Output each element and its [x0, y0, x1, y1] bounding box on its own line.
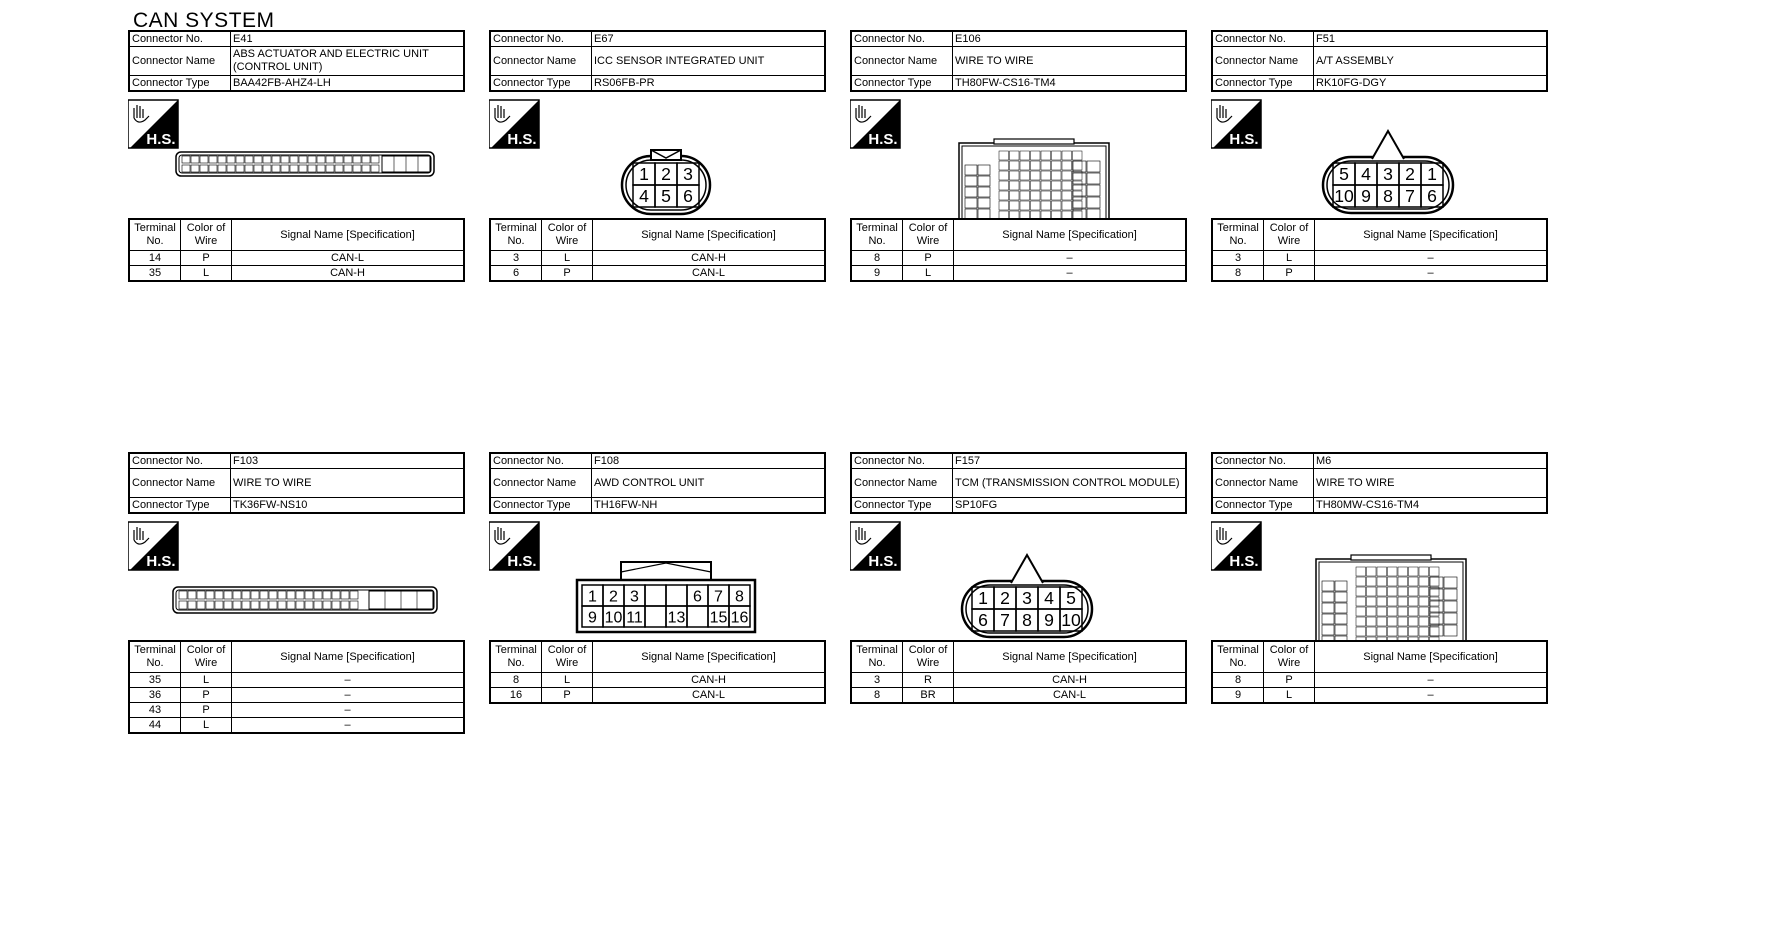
connector-type-value: TH80FW-CS16-TM4 — [953, 76, 1187, 92]
connector-name-value: WIRE TO WIRE — [953, 47, 1187, 76]
connector-info-table — [489, 30, 826, 92]
signal-name-cell: – — [954, 251, 1187, 266]
pin-label: 10 — [1334, 186, 1354, 207]
connector-panel-m6 — [1211, 452, 1548, 701]
table-row — [129, 703, 464, 718]
connector-face-diagram — [489, 94, 826, 220]
hs-label: H.S. — [868, 131, 898, 148]
color-of-wire-header: Color of Wire — [181, 219, 232, 251]
wire-color-cell: P — [181, 251, 232, 266]
terminal-no-header: Terminal No. — [129, 219, 181, 251]
terminal-no-cell: 3 — [490, 251, 542, 266]
connector-name-value: AWD CONTROL UNIT — [592, 469, 826, 498]
signal-name-cell: – — [232, 718, 465, 734]
pin-label: 10 — [1061, 610, 1081, 631]
signal-name-cell: – — [954, 266, 1187, 282]
hs-label: H.S. — [146, 131, 176, 148]
signal-name-cell: – — [232, 703, 465, 718]
pin-label: 6 — [1427, 186, 1437, 207]
terminal-no-cell: 8 — [1212, 673, 1264, 688]
connector-no-value: E67 — [592, 31, 826, 47]
pin-label: 2 — [1000, 588, 1010, 609]
table-row — [490, 251, 825, 266]
connector-face-diagram — [128, 94, 465, 220]
pin-label: 9 — [588, 609, 597, 627]
connector-face — [622, 150, 710, 214]
connector-name-label: Connector Name — [490, 469, 592, 498]
pin-label: 8 — [735, 588, 744, 606]
terminal-table — [489, 640, 826, 704]
connector-no-value: E41 — [231, 31, 465, 47]
connector-name-value: WIRE TO WIRE — [1314, 469, 1548, 498]
terminal-no-header: Terminal No. — [490, 641, 542, 673]
pin-label: 1 — [588, 588, 597, 606]
connector-name-value: A/T ASSEMBLY — [1314, 47, 1548, 76]
table-row — [851, 251, 1186, 266]
pin-label: 5 — [1339, 164, 1349, 185]
pin-label: 8 — [1022, 610, 1032, 631]
connector-face — [176, 152, 434, 176]
connector-type-value: RK10FG-DGY — [1314, 76, 1548, 92]
connector-no-label: Connector No. — [129, 453, 231, 469]
hs-badge — [850, 100, 900, 148]
terminal-no-cell: 8 — [851, 688, 903, 704]
connector-face-diagram — [489, 516, 826, 642]
table-row — [490, 673, 825, 688]
connector-name-label: Connector Name — [851, 469, 953, 498]
wire-color-cell: P — [542, 688, 593, 704]
terminal-table — [489, 218, 826, 282]
pin-label: 8 — [1383, 186, 1393, 207]
connector-name-label: Connector Name — [851, 47, 953, 76]
connector-face-diagram — [1211, 516, 1548, 642]
table-row — [129, 688, 464, 703]
hs-label: H.S. — [868, 553, 898, 570]
signal-name-header: Signal Name [Specification] — [1315, 219, 1548, 251]
table-row — [1212, 688, 1547, 704]
pin-label: 3 — [683, 164, 693, 185]
color-of-wire-header: Color of Wire — [542, 219, 593, 251]
terminal-no-cell: 36 — [129, 688, 181, 703]
signal-name-cell: CAN-H — [593, 673, 826, 688]
connector-no-value: E106 — [953, 31, 1187, 47]
connector-no-label: Connector No. — [851, 453, 953, 469]
connector-info-table — [850, 452, 1187, 514]
connector-name-label: Connector Name — [129, 469, 231, 498]
color-of-wire-header: Color of Wire — [903, 641, 954, 673]
terminal-no-header: Terminal No. — [1212, 219, 1264, 251]
pin-label: 1 — [639, 164, 649, 185]
pin-label: 9 — [1361, 186, 1371, 207]
table-row — [129, 673, 464, 688]
signal-name-cell: – — [1315, 688, 1548, 704]
table-row — [1212, 673, 1547, 688]
terminal-no-cell: 35 — [129, 266, 181, 282]
hs-badge — [489, 522, 539, 570]
connector-face-diagram — [128, 516, 465, 642]
terminal-no-cell: 43 — [129, 703, 181, 718]
pin-label: 4 — [1044, 588, 1054, 609]
connector-type-value: TK36FW-NS10 — [231, 498, 465, 514]
connector-name-value: WIRE TO WIRE — [231, 469, 465, 498]
terminal-no-cell: 8 — [851, 251, 903, 266]
wire-color-cell: L — [181, 718, 232, 734]
connector-no-value: F108 — [592, 453, 826, 469]
connector-type-value: TH80MW-CS16-TM4 — [1314, 498, 1548, 514]
pin-label: 2 — [661, 164, 671, 185]
pin-label: 9 — [1044, 610, 1054, 631]
pin-label: 16 — [730, 609, 749, 627]
connector-panel-f108 — [489, 452, 826, 701]
connector-type-label: Connector Type — [490, 498, 592, 514]
connector-info-table — [850, 30, 1187, 92]
terminal-no-cell: 8 — [1212, 266, 1264, 282]
connector-type-label: Connector Type — [129, 498, 231, 514]
signal-name-header: Signal Name [Specification] — [593, 641, 826, 673]
pin-label: 7 — [714, 588, 723, 606]
terminal-no-cell: 16 — [490, 688, 542, 704]
connector-no-value: F51 — [1314, 31, 1548, 47]
signal-name-cell: CAN-H — [232, 266, 465, 282]
connector-face — [1316, 555, 1466, 642]
connector-face — [1323, 131, 1453, 213]
signal-name-cell: CAN-L — [232, 251, 465, 266]
terminal-no-header: Terminal No. — [129, 641, 181, 673]
connector-no-label: Connector No. — [851, 31, 953, 47]
wire-color-cell: P — [1264, 673, 1315, 688]
terminal-no-header: Terminal No. — [851, 219, 903, 251]
connector-face — [962, 555, 1092, 637]
signal-name-header: Signal Name [Specification] — [1315, 641, 1548, 673]
wire-color-cell: P — [1264, 266, 1315, 282]
connector-type-label: Connector Type — [851, 498, 953, 514]
connector-type-label: Connector Type — [490, 76, 592, 92]
table-row — [1212, 266, 1547, 282]
pin-label: 13 — [667, 609, 686, 627]
terminal-no-cell: 3 — [1212, 251, 1264, 266]
pin-label: 7 — [1000, 610, 1010, 631]
signal-name-cell: CAN-L — [593, 266, 826, 282]
connector-name-label: Connector Name — [129, 47, 231, 76]
connector-type-label: Connector Type — [129, 76, 231, 92]
signal-name-cell: – — [232, 673, 465, 688]
signal-name-cell: CAN-L — [954, 688, 1187, 704]
terminal-table — [850, 640, 1187, 704]
connector-no-label: Connector No. — [129, 31, 231, 47]
connector-face-diagram — [850, 516, 1187, 642]
signal-name-header: Signal Name [Specification] — [593, 219, 826, 251]
page-title: CAN SYSTEM — [133, 9, 275, 32]
connector-face — [577, 562, 755, 632]
signal-name-header: Signal Name [Specification] — [232, 219, 465, 251]
pin-label: 15 — [709, 609, 728, 627]
hs-label: H.S. — [507, 553, 537, 570]
connector-panel-f157 — [850, 452, 1187, 701]
hs-label: H.S. — [1229, 131, 1259, 148]
pin-label: 1 — [1427, 164, 1437, 185]
pin-label: 11 — [626, 609, 643, 627]
signal-name-header: Signal Name [Specification] — [232, 641, 465, 673]
wire-color-cell: L — [181, 673, 232, 688]
signal-name-cell: – — [1315, 266, 1548, 282]
wire-color-cell: L — [1264, 688, 1315, 704]
connector-face-diagram — [850, 94, 1187, 220]
signal-name-cell: CAN-L — [593, 688, 826, 704]
table-row — [129, 266, 464, 282]
connector-info-table — [1211, 30, 1548, 92]
signal-name-cell: CAN-H — [954, 673, 1187, 688]
connector-no-label: Connector No. — [1212, 31, 1314, 47]
terminal-no-header: Terminal No. — [490, 219, 542, 251]
pin-label: 1 — [978, 588, 988, 609]
pin-label: 3 — [1383, 164, 1393, 185]
connector-no-label: Connector No. — [490, 453, 592, 469]
pin-label: 10 — [604, 609, 623, 627]
connector-name-label: Connector Name — [1212, 47, 1314, 76]
color-of-wire-header: Color of Wire — [1264, 641, 1315, 673]
wire-color-cell: P — [903, 251, 954, 266]
color-of-wire-header: Color of Wire — [181, 641, 232, 673]
table-row — [851, 673, 1186, 688]
hs-label: H.S. — [146, 553, 176, 570]
table-row — [851, 266, 1186, 282]
connector-info-table — [128, 30, 465, 92]
terminal-no-cell: 9 — [1212, 688, 1264, 704]
pin-label: 4 — [1361, 164, 1371, 185]
terminal-no-cell: 14 — [129, 251, 181, 266]
pin-label: 3 — [630, 588, 639, 606]
connector-name-value: TCM (TRANSMISSION CONTROL MODULE) — [953, 469, 1187, 498]
terminal-no-cell: 44 — [129, 718, 181, 734]
table-row — [490, 688, 825, 704]
connector-name-label: Connector Name — [490, 47, 592, 76]
wire-color-cell: L — [542, 251, 593, 266]
connector-info-table — [1211, 452, 1548, 514]
terminal-table — [128, 218, 465, 282]
table-row — [490, 266, 825, 282]
wire-color-cell: P — [542, 266, 593, 282]
connector-no-value: F103 — [231, 453, 465, 469]
pin-label: 5 — [1066, 588, 1076, 609]
pin-label: 5 — [661, 186, 671, 207]
connector-no-label: Connector No. — [1212, 453, 1314, 469]
wire-color-cell: L — [542, 673, 593, 688]
hs-badge — [128, 522, 178, 570]
wire-color-cell: BR — [903, 688, 954, 704]
connector-panel-f103 — [128, 452, 465, 731]
connector-type-label: Connector Type — [1212, 76, 1314, 92]
pin-label: 4 — [639, 186, 649, 207]
pin-label: 6 — [978, 610, 988, 631]
connector-panel-e106 — [850, 30, 1187, 279]
color-of-wire-header: Color of Wire — [1264, 219, 1315, 251]
connector-no-label: Connector No. — [490, 31, 592, 47]
wire-color-cell: R — [903, 673, 954, 688]
wire-color-cell: L — [903, 266, 954, 282]
hs-label: H.S. — [507, 131, 537, 148]
color-of-wire-header: Color of Wire — [903, 219, 954, 251]
connector-name-value: ICC SENSOR INTEGRATED UNIT — [592, 47, 826, 76]
pin-label: 2 — [1405, 164, 1415, 185]
connector-info-table — [128, 452, 465, 514]
pin-label: 2 — [609, 588, 618, 606]
connector-no-value: F157 — [953, 453, 1187, 469]
terminal-table — [1211, 640, 1548, 704]
terminal-no-cell: 35 — [129, 673, 181, 688]
connector-panel-f51 — [1211, 30, 1548, 279]
color-of-wire-header: Color of Wire — [542, 641, 593, 673]
table-row — [851, 688, 1186, 704]
connector-panel-e67 — [489, 30, 826, 279]
terminal-no-cell: 6 — [490, 266, 542, 282]
connector-info-table — [489, 452, 826, 514]
signal-name-cell: CAN-H — [593, 251, 826, 266]
pin-label: 3 — [1022, 588, 1032, 609]
connector-type-label: Connector Type — [851, 76, 953, 92]
signal-name-cell: – — [1315, 251, 1548, 266]
connector-face-diagram — [1211, 94, 1548, 220]
terminal-no-header: Terminal No. — [1212, 641, 1264, 673]
terminal-no-cell: 3 — [851, 673, 903, 688]
terminal-no-cell: 8 — [490, 673, 542, 688]
pin-label: 6 — [683, 186, 693, 207]
wire-color-cell: P — [181, 688, 232, 703]
connector-type-value: SP10FG — [953, 498, 1187, 514]
connector-name-label: Connector Name — [1212, 469, 1314, 498]
hs-badge — [128, 100, 178, 148]
connector-face — [959, 139, 1109, 220]
terminal-table — [850, 218, 1187, 282]
connector-type-label: Connector Type — [1212, 498, 1314, 514]
terminal-table — [1211, 218, 1548, 282]
wire-color-cell: L — [1264, 251, 1315, 266]
signal-name-cell: – — [232, 688, 465, 703]
table-row — [1212, 251, 1547, 266]
signal-name-header: Signal Name [Specification] — [954, 219, 1187, 251]
terminal-table — [128, 640, 465, 734]
connector-face — [173, 587, 437, 613]
pin-label: 6 — [693, 588, 702, 606]
table-row — [129, 251, 464, 266]
pin-label: 7 — [1405, 186, 1415, 207]
wire-color-cell: P — [181, 703, 232, 718]
signal-name-header: Signal Name [Specification] — [954, 641, 1187, 673]
wire-color-cell: L — [181, 266, 232, 282]
hs-badge — [489, 100, 539, 148]
hs-label: H.S. — [1229, 553, 1259, 570]
table-row — [129, 718, 464, 734]
connector-type-value: RS06FB-PR — [592, 76, 826, 92]
connector-name-value: ABS ACTUATOR AND ELECTRIC UNIT (CONTROL UNIT) — [231, 47, 465, 76]
connector-panel-e41 — [128, 30, 465, 279]
hs-badge — [1211, 100, 1261, 148]
hs-badge — [1211, 522, 1261, 570]
signal-name-cell: – — [1315, 673, 1548, 688]
connector-type-value: TH16FW-NH — [592, 498, 826, 514]
terminal-no-cell: 9 — [851, 266, 903, 282]
hs-badge — [850, 522, 900, 570]
connector-type-value: BAA42FB-AHZ4-LH — [231, 76, 465, 92]
connector-no-value: M6 — [1314, 453, 1548, 469]
terminal-no-header: Terminal No. — [851, 641, 903, 673]
